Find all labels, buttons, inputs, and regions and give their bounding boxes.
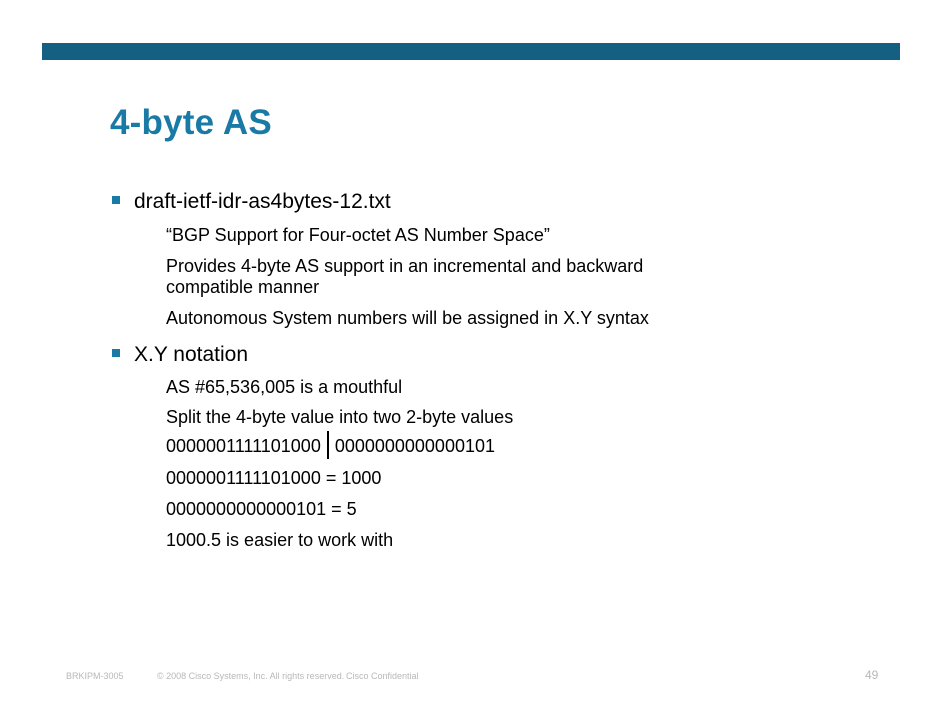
binary-high-word: 0000001111101000 (166, 435, 321, 456)
sub-item: compatible manner (166, 277, 320, 297)
bullet-draft (112, 190, 391, 214)
sub-item: AS #65,536,005 is a mouthful (166, 377, 403, 397)
bullet-text: draft-ietf-idr-as4bytes-12.txt (134, 190, 391, 213)
split-divider (327, 431, 329, 459)
header-bar (42, 43, 900, 60)
sub-item: Provides 4-byte AS support in an incremental and backward (166, 256, 644, 276)
sub-item: 0000001111101000 = 1000 (166, 468, 382, 488)
footer-copyright: © 2008 Cisco Systems, Inc. All rights reserved. (157, 671, 345, 681)
footer-session-id: BRKIPM-3005 (66, 671, 124, 681)
bullet-text: X.Y notation (134, 343, 249, 366)
bullet-square-icon (112, 196, 120, 204)
binary-low-word: 0000000000000101 (334, 435, 495, 456)
sub-item: 0000000000000101 = 5 (166, 499, 357, 519)
binary-split-line (166, 433, 495, 461)
page-number: 49 (865, 668, 879, 682)
sub-item: Autonomous System numbers will be assigned in X.Y syntax (166, 308, 649, 328)
sub-item: Split the 4-byte value into two 2-byte values (166, 407, 514, 427)
bullet-xy-notation (112, 343, 248, 367)
slide-title: 4-byte AS (110, 103, 272, 142)
bullet-square-icon (112, 349, 120, 357)
footer-confidential: Cisco Confidential (346, 671, 419, 681)
sub-item: “BGP Support for Four-octet AS Number Space” (166, 225, 550, 245)
sub-item: 1000.5 is easier to work with (166, 530, 394, 550)
